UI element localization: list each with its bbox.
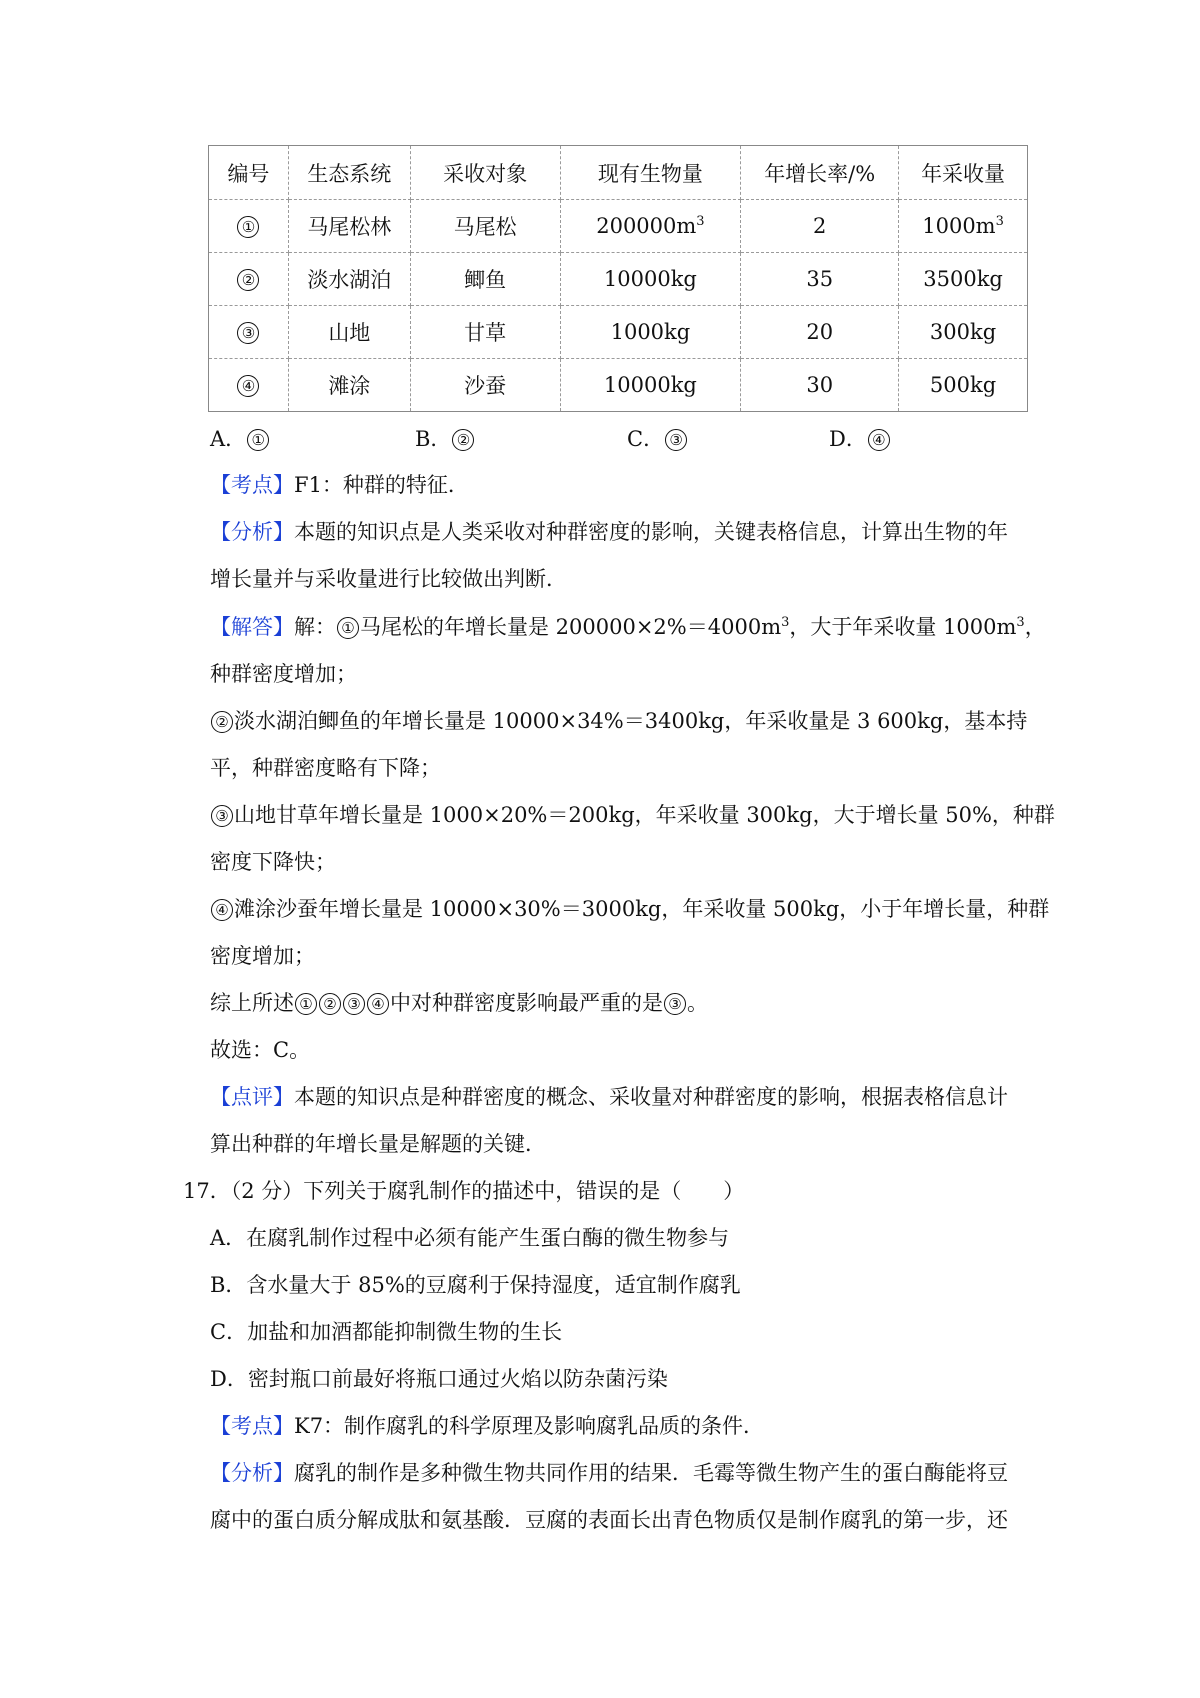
circled-number: ④ [211, 899, 233, 921]
harvest-cell [899, 200, 1028, 253]
option-letter: B． [415, 427, 452, 451]
paragraph-text: 增长量并与采收量进行比较做出判断． [210, 567, 567, 591]
jieda-line: 【解答】解： ① 马尾松的年增长量是 $200000\times 2\%=4000m^3$，大于年采收量 $1000m^3$， [210, 615, 1046, 639]
circled-number: ④ [868, 429, 890, 451]
header-cell: 生态系统 [288, 146, 410, 200]
paragraph-text: 淡水湖泊鲫鱼的年增长量是 10000×34%＝3400kg，年采收量是 3 600kg，基本持 [234, 709, 1028, 733]
option-letter: C． [627, 427, 665, 451]
ecosystem-cell: 山地 [288, 306, 410, 359]
paragraph-text: 腐乳的制作是多种微生物共同作用的结果．毛霉等微生物产生的蛋白酶能将豆 [294, 1461, 1008, 1485]
circled-number: ② [319, 993, 341, 1015]
biomass-value: 200000m [596, 214, 697, 238]
fenxi-line [210, 517, 1008, 547]
biomass-cell: 10000kg [560, 253, 741, 306]
table-row [209, 253, 1028, 306]
answer-choice: 故选：C。 [210, 1038, 311, 1062]
table-row [209, 200, 1028, 253]
circled-number: ④ [237, 375, 259, 397]
unit-exponent: 3 [995, 214, 1004, 229]
biomass-cell [560, 200, 741, 253]
dianping-line [210, 1082, 1008, 1112]
paragraph-line [210, 706, 1027, 736]
option-letter: A． [210, 427, 247, 451]
paragraph-text: 平，种群密度略有下降； [210, 756, 441, 780]
option-a: A．在腐乳制作过程中必须有能产生蛋白酶的微生物参与 [210, 1226, 730, 1250]
circled-number: ① [337, 617, 359, 639]
kaodian-line [210, 1411, 764, 1441]
rate-cell: 20 [741, 306, 899, 359]
option-letter: D． [829, 427, 867, 451]
paragraph-text: 种群密度增加； [210, 662, 357, 686]
target-cell: 甘草 [410, 306, 560, 359]
kaodian-line [210, 470, 469, 500]
paragraph-text: 滩涂沙蚕年增长量是 10000×30%＝3000kg，年采收量 500kg，小于年增长量，种群 [234, 897, 1050, 921]
paragraph-text: ， [1024, 615, 1046, 639]
id-cell [209, 306, 289, 359]
dianping-tag: 【点评】 [210, 1085, 294, 1109]
circled-number: ③ [343, 993, 365, 1015]
paragraph-text: 密度增加； [210, 944, 315, 968]
paragraph-text: 山地甘草年增长量是 1000×20%＝200kg，年采收量 300kg，大于增长量 50%，种群 [234, 803, 1055, 827]
option-c [627, 424, 688, 454]
kaodian-tag: 【考点】 [210, 1414, 294, 1438]
rate-cell: 2 [741, 200, 899, 253]
harvest-value: 1000m [922, 214, 996, 238]
circled-number: ① [247, 429, 269, 451]
biomass-cell: 1000kg [560, 306, 741, 359]
circled-number: ① [295, 993, 317, 1015]
circled-number: ② [452, 429, 474, 451]
circled-number: ② [237, 269, 259, 291]
paragraph-text: 。 [687, 991, 708, 1015]
paragraph-text: 算出种群的年增长量是解题的关键． [210, 1132, 546, 1156]
rate-cell: 30 [741, 359, 899, 412]
paragraph-text: 本题的知识点是人类采收对种群密度的影响，关键表格信息，计算出生物的年 [294, 520, 1008, 544]
id-cell [209, 253, 289, 306]
paragraph-text: 综上所述 [210, 991, 294, 1015]
circled-number: ④ [367, 993, 389, 1015]
table-row [209, 306, 1028, 359]
harvest-table [208, 145, 1028, 412]
paragraph-line [210, 894, 1049, 924]
header-cell: 年增长率/% [741, 146, 899, 200]
harvest-cell: 3500kg [899, 253, 1028, 306]
paragraph-text: 马尾松的年增长量是 200000×2%＝4000m [360, 615, 782, 639]
paragraph-line [210, 800, 1055, 830]
id-cell [209, 359, 289, 412]
circled-number: ① [237, 216, 259, 238]
option-b [415, 424, 475, 454]
biomass-cell: 10000kg [560, 359, 741, 412]
unit-exponent: 3 [696, 214, 705, 229]
paragraph-text: 密度下降快； [210, 850, 336, 874]
fenxi-tag: 【分析】 [210, 1461, 294, 1485]
kaodian-tag: 【考点】 [210, 473, 294, 497]
ecosystem-cell: 马尾松林 [288, 200, 410, 253]
header-cell: 年采收量 [899, 146, 1028, 200]
circled-number: ③ [211, 805, 233, 827]
option-c: C．加盐和加酒都能抑制微生物的生长 [210, 1320, 563, 1344]
paragraph-text: 解： [294, 615, 336, 639]
rate-cell: 35 [741, 253, 899, 306]
header-cell: 编号 [209, 146, 289, 200]
kaodian-text: K7：制作腐乳的科学原理及影响腐乳品质的条件． [294, 1414, 765, 1438]
question-stem: 17．（2 分）下列关于腐乳制作的描述中，错误的是（ ） [183, 1179, 745, 1203]
header-cell: 采收对象 [410, 146, 560, 200]
kaodian-text: F1：种群的特征． [294, 473, 469, 497]
harvest-cell: 500kg [899, 359, 1028, 412]
ecosystem-cell: 淡水湖泊 [288, 253, 410, 306]
target-cell: 鲫鱼 [410, 253, 560, 306]
target-cell: 马尾松 [410, 200, 560, 253]
circled-number: ③ [237, 322, 259, 344]
jieda-tag: 【解答】 [210, 615, 294, 639]
option-d: D．密封瓶口前最好将瓶口通过火焰以防杂菌污染 [210, 1367, 668, 1391]
table-row [209, 359, 1028, 412]
option-d [829, 424, 891, 454]
circled-number: ③ [665, 429, 687, 451]
paragraph-text: 中对种群密度影响最严重的是 [390, 991, 663, 1015]
target-cell: 沙蚕 [410, 359, 560, 412]
circled-number: ③ [664, 993, 686, 1015]
fenxi-tag: 【分析】 [210, 520, 294, 544]
summary-line [210, 988, 708, 1018]
option-a [210, 424, 270, 454]
option-b: B．含水量大于 85%的豆腐利于保持湿度，适宜制作腐乳 [210, 1273, 741, 1297]
harvest-cell: 300kg [899, 306, 1028, 359]
ecosystem-cell: 滩涂 [288, 359, 410, 412]
header-cell: 现有生物量 [560, 146, 741, 200]
id-cell [209, 200, 289, 253]
fenxi-line [210, 1458, 1008, 1488]
circled-number: ② [211, 711, 233, 733]
table-header-row [209, 146, 1028, 200]
paragraph-text: 本题的知识点是种群密度的概念、采收量对种群密度的影响，根据表格信息计 [294, 1085, 1008, 1109]
paragraph-text: ，大于年采收量 1000m [789, 615, 1017, 639]
paragraph-text: 腐中的蛋白质分解成肽和氨基酸．豆腐的表面长出青色物质仅是制作腐乳的第一步，还 [210, 1508, 1008, 1532]
